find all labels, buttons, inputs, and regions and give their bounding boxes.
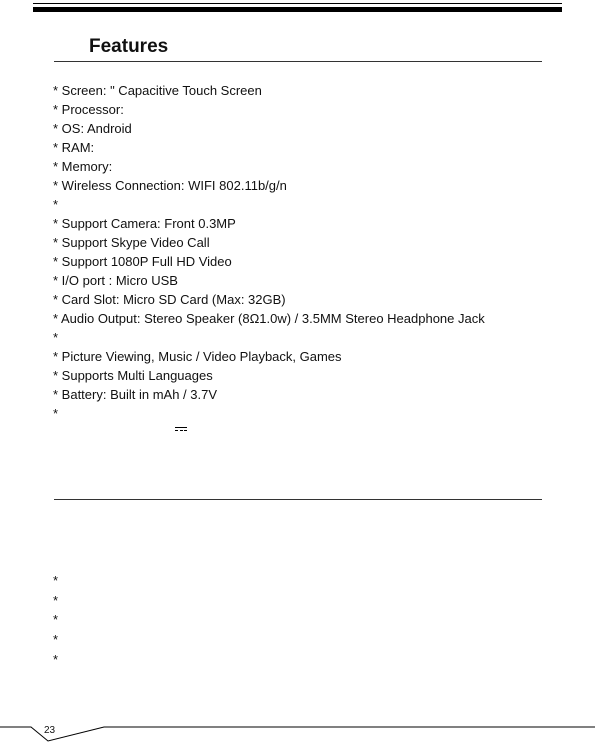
feature-item: * Processor: <box>53 102 124 117</box>
footer-page-tab <box>0 710 595 743</box>
feature-item: * Support Skype Video Call <box>53 235 210 250</box>
features-list <box>53 84 485 426</box>
feature-item: * Support Camera: Front 0.3MP <box>53 216 236 231</box>
section-heading: Features <box>89 36 169 57</box>
feature-item: * OS: Android <box>53 121 132 136</box>
feature-item: * Wireless Connection: WIFI 802.11b/g/n <box>53 178 287 193</box>
feature-item: * Support 1080P Full HD Video <box>53 254 232 269</box>
feature-item: * Battery: Built in mAh / 3.7V <box>53 387 218 402</box>
feature-item: * Audio Output: Stereo Speaker (8Ω1.0w) / 3.5MM Stereo Headphone Jack <box>53 311 485 326</box>
feature-item: * Card Slot: Micro SD Card (Max: 32GB) <box>53 292 286 307</box>
bullet-item: * <box>53 651 59 667</box>
dc-power-symbol-icon <box>175 427 187 433</box>
feature-item: * Screen: " Capacitive Touch Screen <box>53 83 262 98</box>
feature-item: * Memory: <box>53 159 113 174</box>
section-divider <box>54 499 542 500</box>
feature-item: * <box>53 197 59 212</box>
second-bullet-list <box>53 574 58 672</box>
feature-item: * <box>53 406 59 421</box>
feature-item: * I/O port : Micro USB <box>53 273 178 288</box>
heading-underline <box>54 61 542 62</box>
page-number: 23 <box>44 725 56 736</box>
feature-item: * Supports Multi Languages <box>53 368 213 383</box>
feature-item: * RAM: <box>53 140 95 155</box>
bullet-item: * <box>53 612 59 628</box>
feature-item: * Picture Viewing, Music / Video Playback, Games <box>53 349 342 364</box>
bullet-item: * <box>53 573 59 588</box>
header-rule-thin <box>33 3 562 4</box>
header-rule-thick <box>33 7 562 12</box>
feature-item: * <box>53 330 59 345</box>
bullet-item: * <box>53 632 59 648</box>
bullet-item: * <box>53 592 59 608</box>
